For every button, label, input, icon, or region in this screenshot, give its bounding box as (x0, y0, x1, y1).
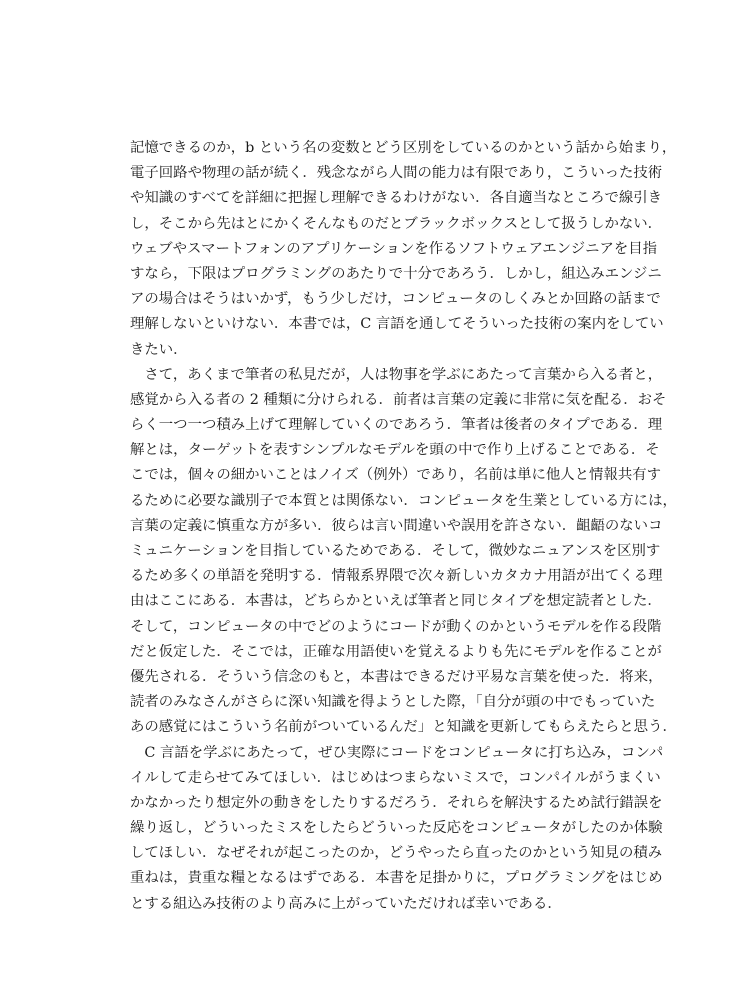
text-line: 由はここにある．本書は，どちらかといえば筆者と同じタイプを想定読者とした． (130, 593, 662, 610)
text-line: るため多くの単語を発明する．情報系界隈で次々新しいカタカナ用語が出てくる理 (130, 568, 663, 585)
text-line: 理解しないといけない．本書では，C 言語を通してそういった技術の案内をしてい (130, 316, 664, 333)
paragraph-1 (130, 136, 677, 363)
text-line: アの場合はそうはいかず，もう少しだけ，コンピュータのしくみとか回路の話まで (130, 291, 661, 308)
text-line: あの感覚にはこういう名前がついているんだ」と知識を更新してもらえたらと思う． (130, 719, 677, 736)
text-line: 感覚から入る者の 2 種類に分けられる．前者は言葉の定義に非常に気を配る．おそ (130, 391, 667, 408)
text-line: 繰り返し，どういったミスをしたらどういった反応をコンピュータがしたのか体験 (130, 820, 663, 837)
body-text (130, 136, 677, 917)
paragraph-3 (130, 741, 664, 917)
text-line: かなかったり想定外の動きをしたりするだろう．それらを解決するため試行錯誤を (130, 794, 663, 811)
text-line: るために必要な識別子で本質とは関係ない．コンピュータを生業としている方には， (130, 492, 677, 509)
text-line: さて，あくまで筆者の私見だが，人は物事を学ぶにあたって言葉から入る者と， (130, 366, 663, 383)
text-line: イルして走らせてみてほしい．はじめはつまらないミスで，コンパイルがうまくい (130, 769, 661, 786)
text-line: 言葉の定義に慎重な方が多い．彼らは言い間違いや誤用を許さない．齟齬のないコ (130, 517, 663, 534)
text-line: らく一つ一つ積み上げて理解していくのであろう．筆者は後者のタイプである．理 (130, 417, 663, 434)
text-line: ミュニケーションを目指しているためである．そして，微妙なニュアンスを区別す (130, 543, 661, 559)
text-line: 電子回路や物理の話が続く．残念ながら人間の能力は有限であり，こういった技術 (130, 165, 663, 182)
text-line: ウェブやスマートフォンのアプリケーションを作るソフトウェアエンジニアを目指 (130, 240, 658, 257)
text-line: きたい． (130, 341, 188, 358)
text-line: とする組込み技術のより高みに上がっていただければ幸いである． (130, 895, 562, 912)
text-line: すなら，下限はプログラミングのあたりで十分であろう．しかし，組込みエンジニ (130, 265, 662, 282)
paragraph-2 (130, 363, 677, 741)
text-line: そして，コンピュータの中でどのようにコードが動くのかというモデルを作る段階 (130, 618, 662, 635)
text-line: 記憶できるのか，b という名の変数とどう区別をしているのかという話から始まり， (130, 140, 677, 156)
text-line: してほしい．なぜそれが起こったのか，どうやったら直ったのかという知見の積み (130, 845, 663, 862)
text-line: や知識のすべてを詳細に把握し理解できるわけがない．各自適当なところで線引き (130, 190, 663, 207)
text-line: だと仮定した．そこでは，正確な用語使いを覚えるよりも先にモデルを作ることが (130, 643, 662, 660)
text-line: し，そこから先はとにかくそんなものだとブラックボックスとして扱うしかない． (130, 215, 663, 232)
text-line: 解とは，ターゲットを表すシンプルなモデルを頭の中で作り上げることである．そ (130, 442, 660, 459)
text-line: 読者のみなさんがさらに深い知識を得ようとした際，「自分が頭の中でもっていた (130, 694, 656, 711)
text-line: C 言語を学ぶにあたって，ぜひ実際にコードをコンピュータに打ち込み，コンパ (130, 744, 664, 761)
text-line: 重ねは，貴重な糧となるはずである．本書を足掛かりに，プログラミングをはじめ (130, 870, 663, 887)
text-line: 優先される．そういう信念のもと，本書はできるだけ平易な言葉を使った．将来， (130, 668, 663, 685)
text-line: こでは，個々の細かいことはノイズ（例外）であり，名前は単に他人と情報共有す (130, 467, 662, 484)
